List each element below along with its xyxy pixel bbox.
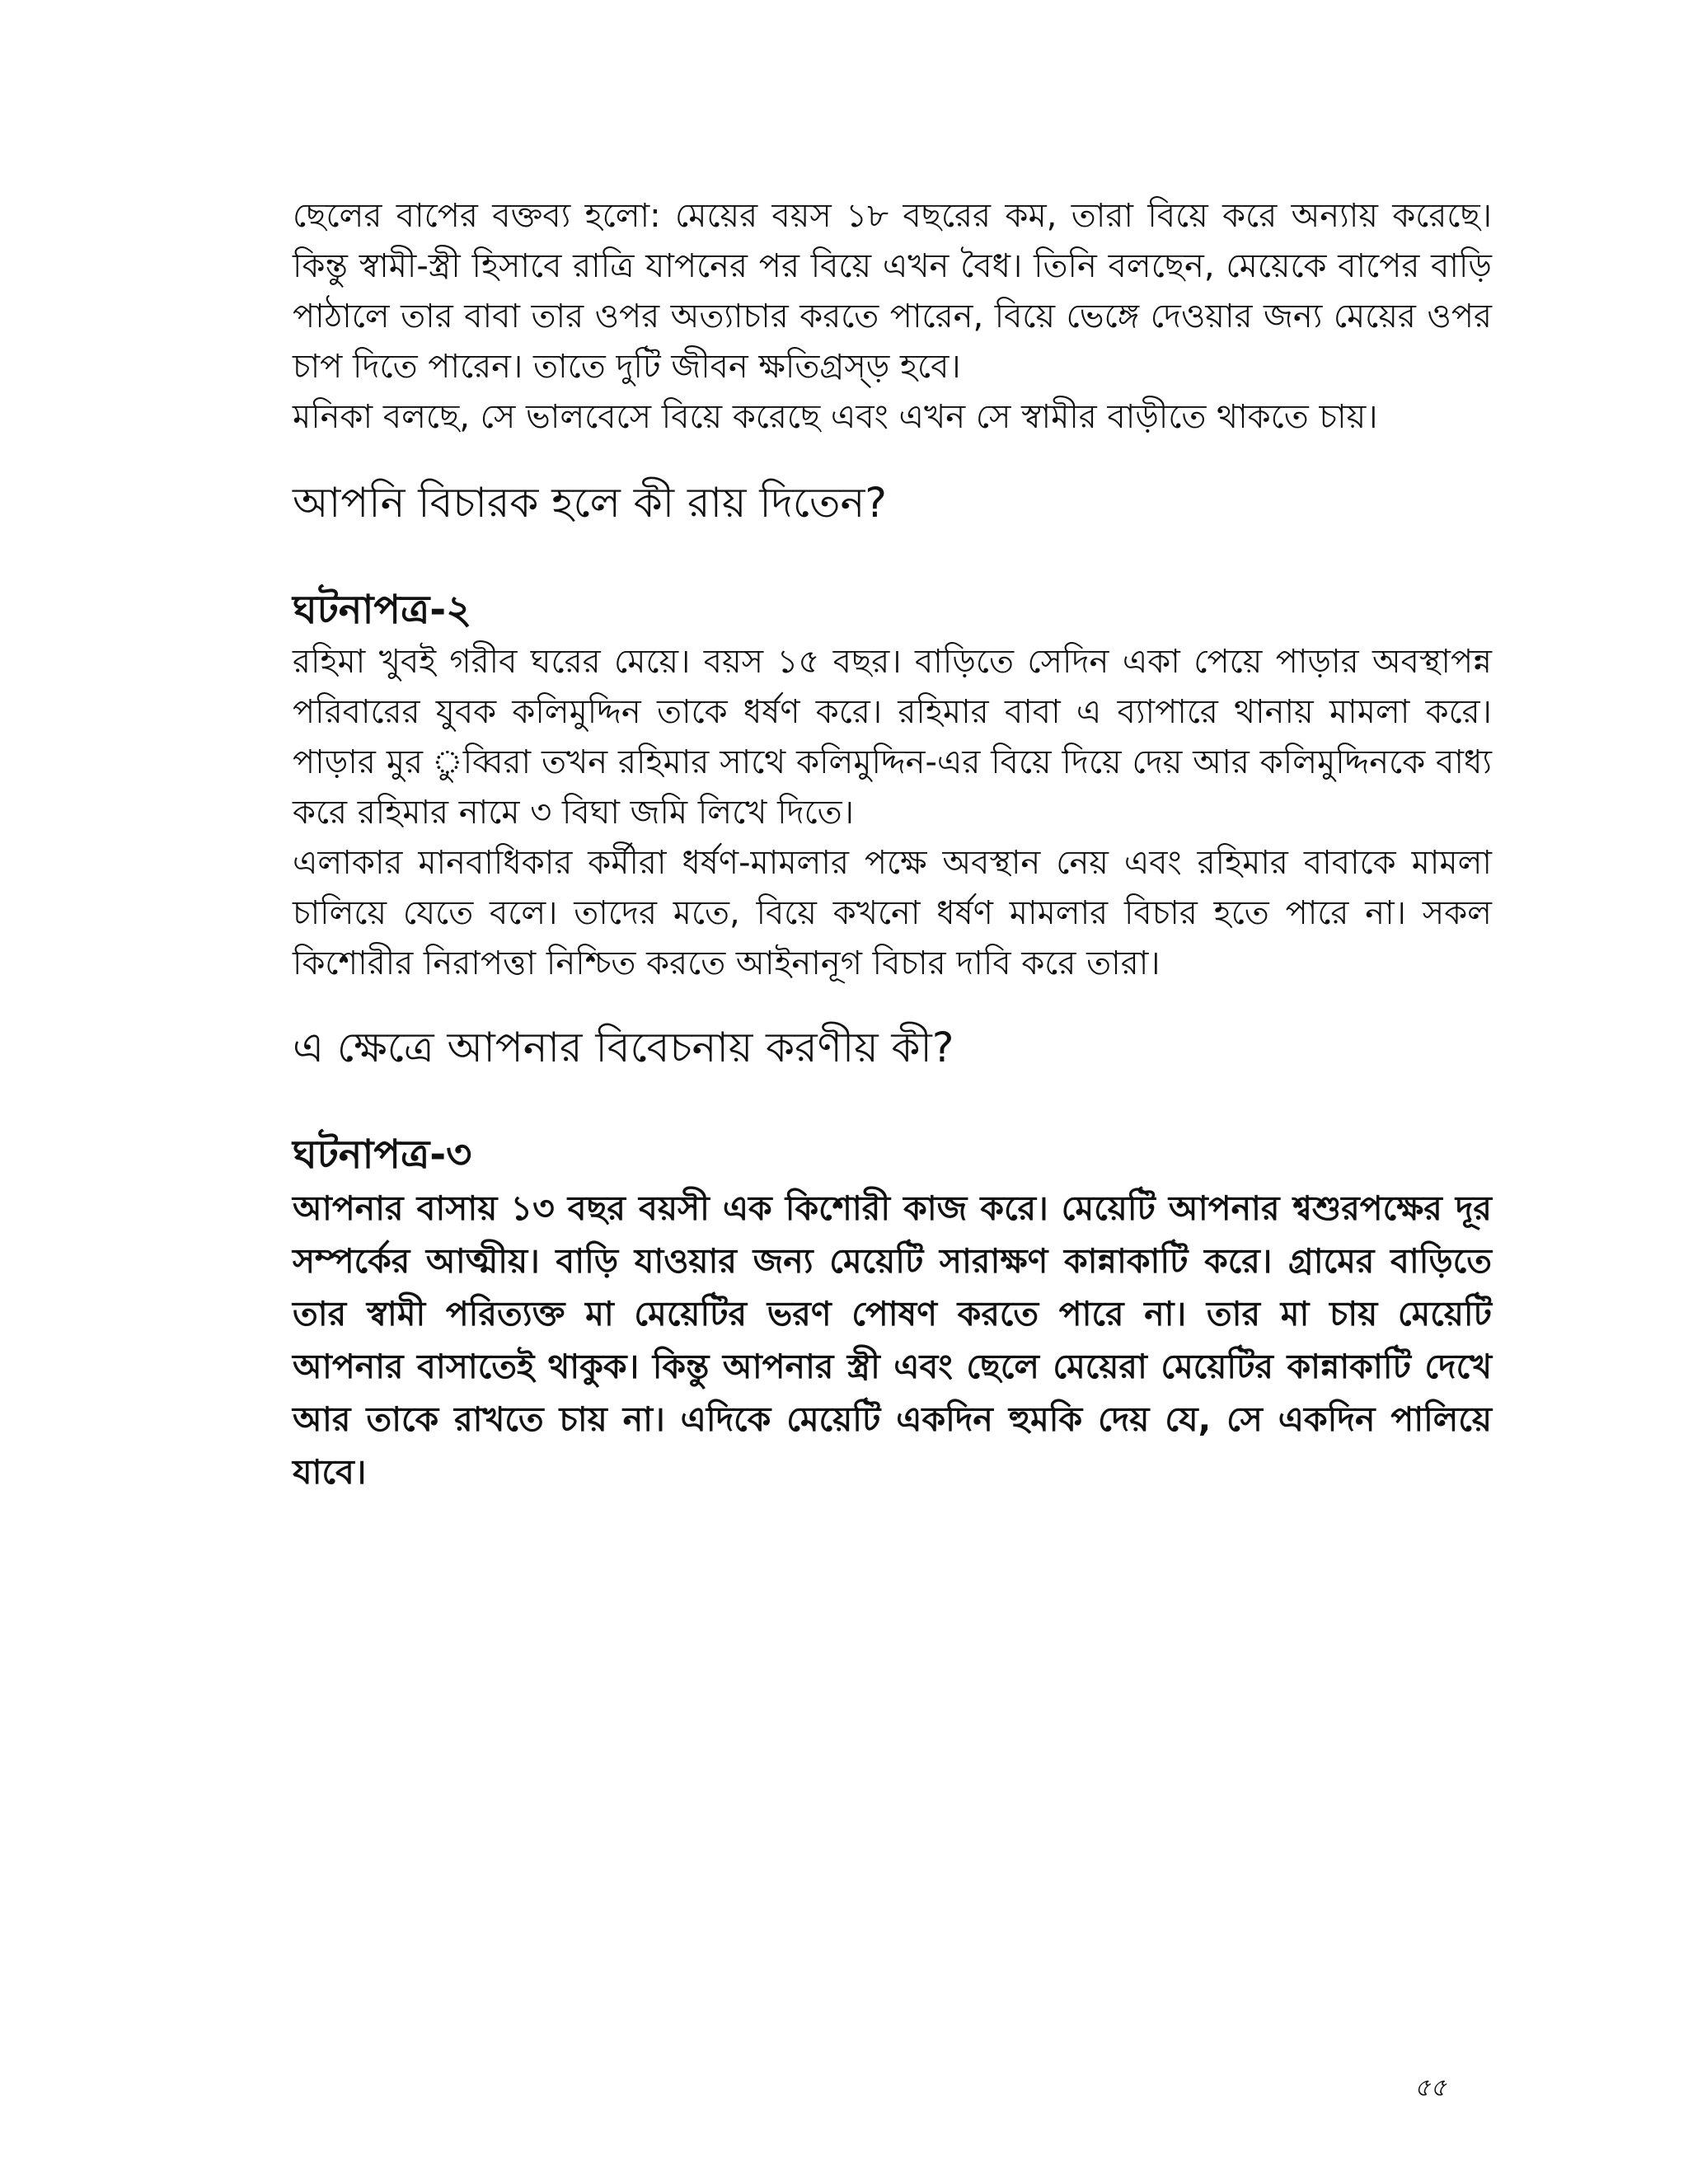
case2-heading: ঘটনাপত্র-২ xyxy=(293,587,472,633)
case1-question: আপনি বিচারক হলে কী রায় দিতেন? xyxy=(293,479,887,527)
case1-paragraph-2: মনিকা বলছে, সে ভালবেসে বিয়ে করেছে এবং এখন সে স্বামীর বাড়ীতে থাকতে চায়। xyxy=(293,398,1378,436)
case1-paragraph-1: ছেলের বাপের বক্তব্য হলো: মেয়ের বয়স ১৮ বছরের কম, তারা বিয়ে করে অন্যায় করেছে। কিন্তু স্বামী-স্ত্রী হিসাবে রাত্রি যাপনের পর বিয়ে এখন বৈধ। তিনি বলছেন, মেয়েকে বাপের বাড়ি পাঠালে তার বাবা তার ওপর অত্যাচার করতে পারেন, বিয়ে ভেঙ্গে দেওয়ার জন্য মেয়ের ওপর চাপ দিতে পারেন। তাতে দুটি জীবন ক্ষতিগ্রস্ড় হবে। xyxy=(293,197,1492,386)
case3-paragraph-1: আপনার বাসায় ১৩ বছর বয়সী এক কিশোরী কাজ করে। মেয়েটি আপনার শ্বশুরপক্ষের দূর সম্পর্কের আত্মীয়। বাড়ি যাওয়ার জন্য মেয়েটি সারাক্ষণ কান্নাকাটি করে। গ্রামের বাড়িতে তার স্বামী পরিত্যক্ত মা মেয়েটির ভরণ পোষণ করতে পারে না। তার মা চায় মেয়েটি আপনার বাসাতেই থাকুক। কিন্তু আপনার স্ত্রী এবং ছেলে মেয়েরা মেয়েটির কান্নাকাটি দেখে আর তাকে রাখতে চায় না। এদিকে মেয়েটি একদিন হুমকি দেয় যে, সে একদিন পালিয়ে যাবে। xyxy=(293,1188,1492,1492)
page-number: ৫৫ xyxy=(1414,2074,1447,2102)
case2-paragraph-1: রহিমা খুবই গরীব ঘরের মেয়ে। বয়স ১৫ বছর। বাড়িতে সেদিন একা পেয়ে পাড়ার অবস্থাপন্ন পরিবারের যুবক কলিমুদ্দিন তাকে ধর্ষণ করে। রহিমার বাবা এ ব্যাপারে থানায় মামলা করে। পাড়ার মুর ুব্বিরা তখন রহিমার সাথে কলিমুদ্দিন-এর বিয়ে দিয়ে দেয় আর কলিমুদ্দিনকে বাধ্য করে রহিমার নামে ৩ বিঘা জমি লিখে দিতে। xyxy=(293,643,1492,832)
case2-paragraph-2: এলাকার মানবাধিকার কর্মীরা ধর্ষণ-মামলার পক্ষে অবস্থান নেয় এবং রহিমার বাবাকে মামলা চালিয়ে যেতে বলে। তাদের মতে, বিয়ে কখনো ধর্ষণ মামলার বিচার হতে পারে না। সকল কিশোরীর নিরাপত্তা নিশ্চিত করতে আইনানূগ বিচার দাবি করে তারা। xyxy=(293,844,1492,982)
case2-question: এ ক্ষেত্রে আপনার বিবেচনায় করণীয় কী? xyxy=(293,1024,954,1071)
page-content xyxy=(293,191,1492,1498)
case3-heading: ঘটনাপত্র-৩ xyxy=(293,1132,472,1178)
